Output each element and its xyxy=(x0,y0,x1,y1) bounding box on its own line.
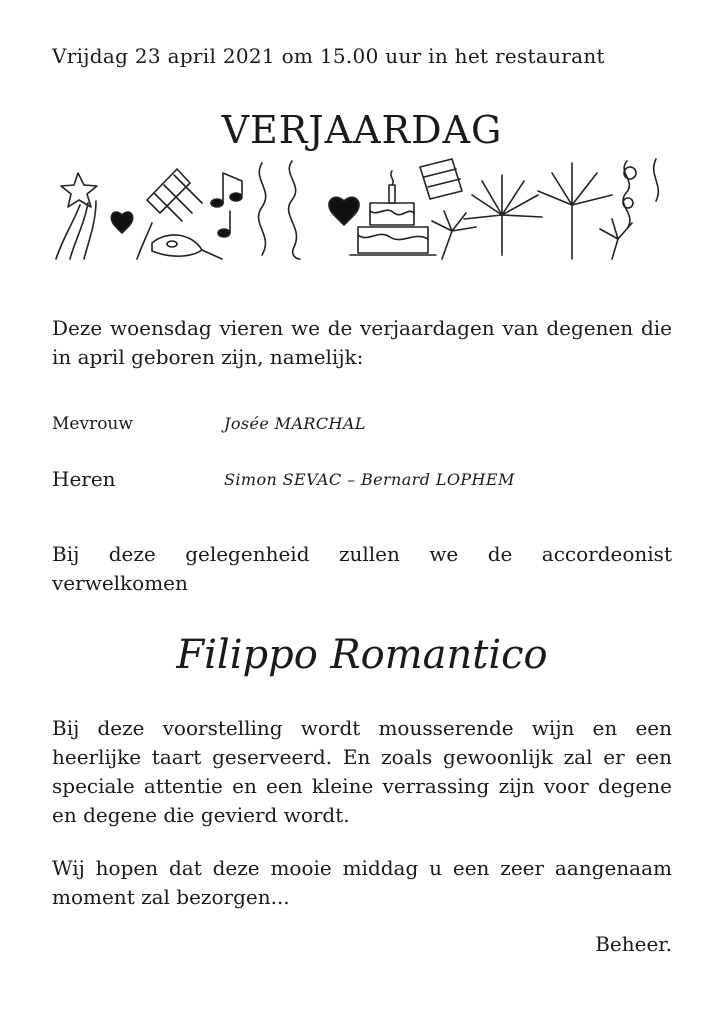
page-title: VERJAARDAG xyxy=(221,108,503,152)
occasion-paragraph xyxy=(52,540,672,598)
birthday-cake-icon xyxy=(350,171,436,255)
party-banner xyxy=(52,155,672,261)
celebrant-names-mevrouw: Josée MARCHAL xyxy=(224,414,366,433)
occasion-word: de xyxy=(487,542,513,566)
occasion-word: zullen xyxy=(338,542,400,566)
details-paragraph: Bij deze voorstelling wordt mousserende wijn en een heerlijke taart geserveerd. En zoals gewoonlijk zal er een speciale attentie en een kleine verrassing zijn voor degene en degene die gevierd wordt. xyxy=(52,716,672,827)
occasion-line-2: verwelkomen xyxy=(52,571,188,595)
occasion-word: deze xyxy=(108,542,156,566)
party-popper-icon xyxy=(137,169,202,259)
occasion-word: accordeonist xyxy=(541,542,672,566)
intro-paragraph: Deze woensdag vieren we de verjaardagen van degenen die in april geboren zijn, namelijk: xyxy=(52,316,672,369)
fireworks-icon xyxy=(432,163,632,259)
occasion-line-1 xyxy=(52,540,672,569)
music-note-icon xyxy=(211,173,242,237)
occasion-word: gelegenheid xyxy=(185,542,310,566)
occasion-word: we xyxy=(429,542,459,566)
celebrant-label-heren: Heren xyxy=(52,467,116,491)
closing-paragraph: Wij hopen dat deze mooie middag u een zeer aangenaam moment zal bezorgen... xyxy=(52,856,672,909)
streamer-icon xyxy=(259,163,266,255)
celebrant-label-mevrouw: Mevrouw xyxy=(52,414,133,434)
occasion-word: Bij xyxy=(52,542,80,566)
artist-name: Filippo Romantico xyxy=(176,632,548,678)
celebrant-names-heren: Simon SEVAC – Bernard LOPHEM xyxy=(224,470,515,489)
star-wand-icon xyxy=(56,173,97,259)
heart-icon xyxy=(111,212,132,233)
signature: Beheer. xyxy=(595,932,672,956)
event-date-line: Vrijdag 23 april 2021 om 15.00 uur in het restaurant xyxy=(52,44,605,68)
heart-icon xyxy=(329,197,359,225)
gift-icon xyxy=(420,159,462,199)
mask-icon xyxy=(152,235,222,259)
